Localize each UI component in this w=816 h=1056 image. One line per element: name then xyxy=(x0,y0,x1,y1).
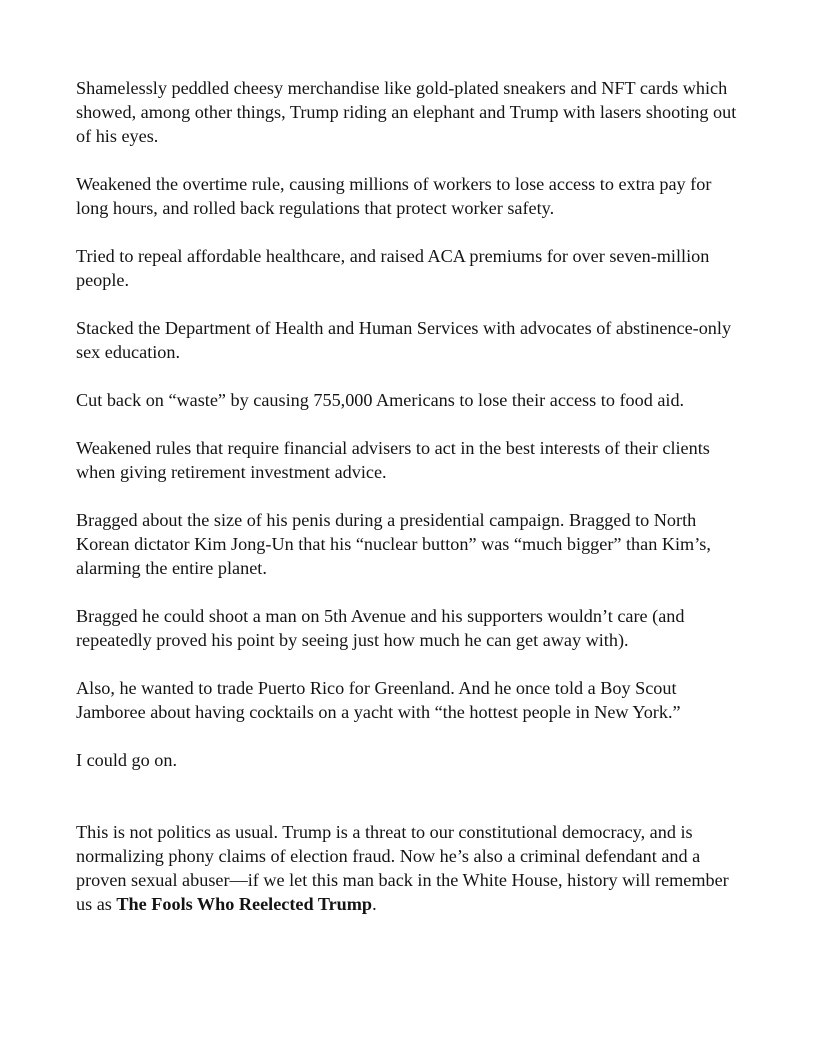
paragraph-merchandise: Shamelessly peddled cheesy merchandise like gold-plated sneakers and NFT cards which showed, among other things, Trump riding an elephant and Trump with lasers shooting out of his eyes. xyxy=(76,78,737,146)
paragraph-hhs: Stacked the Department of Health and Human Services with advocates of abstinence-only sex education. xyxy=(76,318,732,362)
paragraph-5th-avenue: Bragged he could shoot a man on 5th Avenue and his supporters wouldn’t care (and repeatedly proved his point by seeing just how much he can get away with). xyxy=(76,606,685,650)
document-body xyxy=(76,76,741,940)
paragraph-go-on: I could go on. xyxy=(76,750,178,770)
paragraph-closing xyxy=(76,820,741,916)
paragraph-overtime-rule: Weakened the overtime rule, causing millions of workers to lose access to extra pay for long hours, and rolled back regulations that protect worker safety. xyxy=(76,174,712,218)
closing-end: . xyxy=(372,894,377,914)
closing-text: This is not politics as usual. Trump is a threat to our constitutional democracy, and is normalizing phony claims of election fraud. Now he’s also a criminal defendant and a proven sexual abuser—if we let this man back in the White House, history will remember us as xyxy=(76,822,729,914)
paragraph-bragging: Bragged about the size of his penis during a presidential campaign. Bragged to North Korean dictator Kim Jong-Un that his “nuclear button” was “much bigger” than Kim’s, alarming the entire planet. xyxy=(76,510,711,578)
paragraph-healthcare: Tried to repeal affordable healthcare, and raised ACA premiums for over seven-million people. xyxy=(76,246,710,290)
closing-emphasis: The Fools Who Reelected Trump xyxy=(116,894,373,914)
paragraph-financial-advisers: Weakened rules that require financial advisers to act in the best interests of their clients when giving retirement investment advice. xyxy=(76,438,710,482)
paragraph-food-aid: Cut back on “waste” by causing 755,000 Americans to lose their access to food aid. xyxy=(76,390,685,410)
paragraph-greenland: Also, he wanted to trade Puerto Rico for Greenland. And he once told a Boy Scout Jamboree about having cocktails on a yacht with “the hottest people in New York.” xyxy=(76,678,681,722)
section-gap xyxy=(76,796,741,820)
